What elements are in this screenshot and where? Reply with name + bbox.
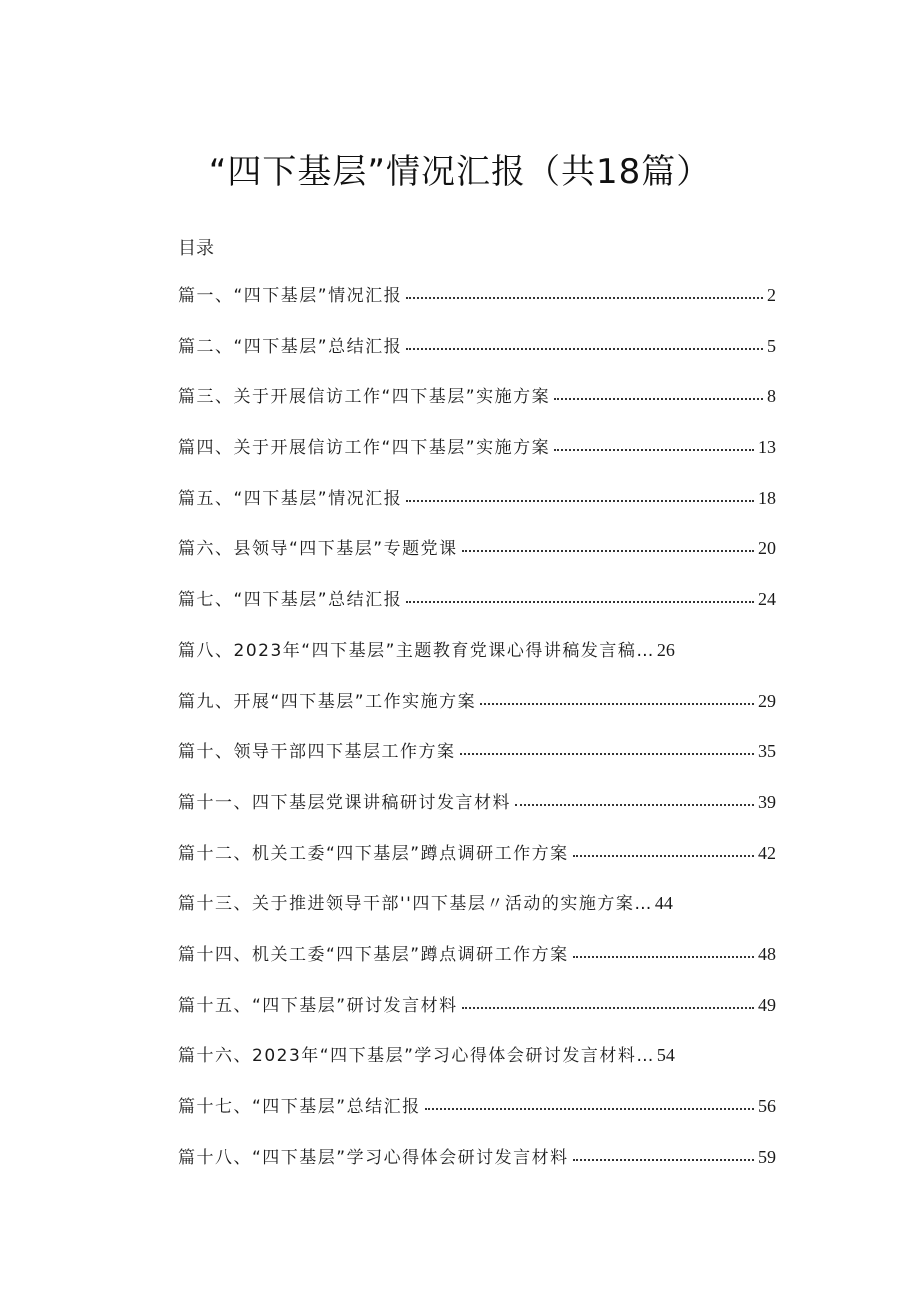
toc-dot-leader [480, 689, 754, 705]
toc-entry-label: 篇十四、机关工委“四下基层”蹲点调研工作方案 [178, 944, 569, 965]
toc-entry-page-number: 18 [758, 487, 776, 508]
toc-dot-leader [554, 435, 754, 451]
toc-entry-label: 篇三、关于开展信访工作“四下基层”实施方案 [178, 387, 551, 408]
toc-entry-label: 篇十一、四下基层党课讲稿研讨发言材料 [178, 792, 511, 813]
toc-entry[interactable] [178, 889, 776, 940]
toc-entry-label: 篇十三、关于推进领导干部''四下基层〃活动的实施方案… [178, 894, 653, 915]
toc-entry-page-number: 5 [767, 335, 776, 356]
toc-entry-label: 篇五、“四下基层”情况汇报 [178, 488, 403, 509]
document-title: “四下基层”情况汇报（共18篇） [208, 152, 712, 192]
toc-dot-leader [573, 942, 754, 958]
toc-entry-label: 篇十八、“四下基层”学习心得体会研讨发言材料 [178, 1147, 569, 1168]
toc-entry[interactable] [178, 687, 776, 738]
toc-entry[interactable] [178, 382, 776, 433]
toc-entry[interactable] [178, 1143, 776, 1194]
toc-entry[interactable] [178, 1041, 776, 1092]
toc-entry-page-number: 48 [758, 943, 776, 964]
toc-entry-page-number: 13 [758, 437, 776, 458]
toc-entry-label: 篇一、“四下基层”情况汇报 [178, 286, 403, 306]
toc-entry-page-number: 35 [758, 741, 776, 762]
toc-dot-leader [406, 283, 763, 299]
toc-entry-page-number: 54 [656, 1045, 675, 1066]
toc-entry[interactable] [178, 484, 776, 535]
toc-entry[interactable] [178, 839, 776, 890]
toc-entry-label: 篇十七、“四下基层”总结汇报 [178, 1097, 421, 1117]
toc-heading: 目录 [178, 238, 214, 259]
toc-entry[interactable] [178, 737, 776, 788]
toc-entry[interactable] [178, 332, 776, 383]
toc-entry-label: 篇十六、2023年“四下基层”学习心得体会研讨发言材料… [178, 1046, 655, 1067]
toc-entry[interactable] [178, 940, 776, 991]
toc-dot-leader [462, 537, 754, 553]
toc-entry-page-number: 49 [758, 994, 776, 1015]
toc-entry[interactable] [178, 534, 776, 585]
toc-dot-leader [406, 588, 754, 604]
toc-entry-label: 篇十五、“四下基层”研讨发言材料 [178, 995, 458, 1016]
toc-dot-leader [573, 1145, 754, 1161]
toc-entry-page-number: 20 [758, 538, 776, 559]
toc-dot-leader [425, 1094, 754, 1110]
toc-entry[interactable] [178, 1092, 776, 1143]
toc-entry-page-number: 59 [758, 1146, 776, 1167]
toc-entry-page-number: 24 [758, 589, 776, 610]
toc-dot-leader [406, 486, 754, 502]
toc-entry-page-number: 39 [758, 791, 776, 812]
toc-dot-leader [406, 334, 763, 350]
toc-entry-label: 篇四、关于开展信访工作“四下基层”实施方案 [178, 438, 551, 459]
toc-entry[interactable] [178, 991, 776, 1042]
toc-entry[interactable] [178, 788, 776, 839]
toc-entry-label: 篇六、县领导“四下基层”专题党课 [178, 539, 458, 560]
toc-dot-leader [554, 385, 763, 401]
toc-entry[interactable] [178, 585, 776, 636]
toc-entry-label: 篇七、“四下基层”总结汇报 [178, 590, 403, 611]
toc-dot-leader [573, 841, 754, 857]
toc-entry[interactable] [178, 433, 776, 484]
toc-entry-label: 篇十二、机关工委“四下基层”蹲点调研工作方案 [178, 843, 569, 864]
toc-dot-leader [460, 740, 755, 756]
toc-entry-page-number: 29 [758, 690, 776, 711]
toc-dot-leader [462, 993, 754, 1009]
toc-entry-label: 篇八、2023年“四下基层”主题教育党课心得讲稿发言稿… [178, 640, 655, 661]
toc-entry-label: 篇九、开展“四下基层”工作实施方案 [178, 691, 477, 712]
table-of-contents [178, 281, 776, 1193]
toc-entry-page-number: 2 [767, 285, 776, 305]
toc-entry-label: 篇二、“四下基层”总结汇报 [178, 336, 403, 357]
toc-dot-leader [515, 790, 754, 806]
toc-entry-page-number: 8 [767, 386, 776, 407]
toc-entry[interactable] [178, 281, 776, 332]
toc-entry[interactable] [178, 636, 776, 687]
toc-entry-page-number: 26 [656, 639, 675, 660]
toc-entry-page-number: 56 [758, 1096, 776, 1116]
toc-entry-label: 篇十、领导干部四下基层工作方案 [178, 742, 456, 763]
toc-entry-page-number: 42 [758, 842, 776, 863]
toc-entry-page-number: 44 [654, 893, 673, 914]
